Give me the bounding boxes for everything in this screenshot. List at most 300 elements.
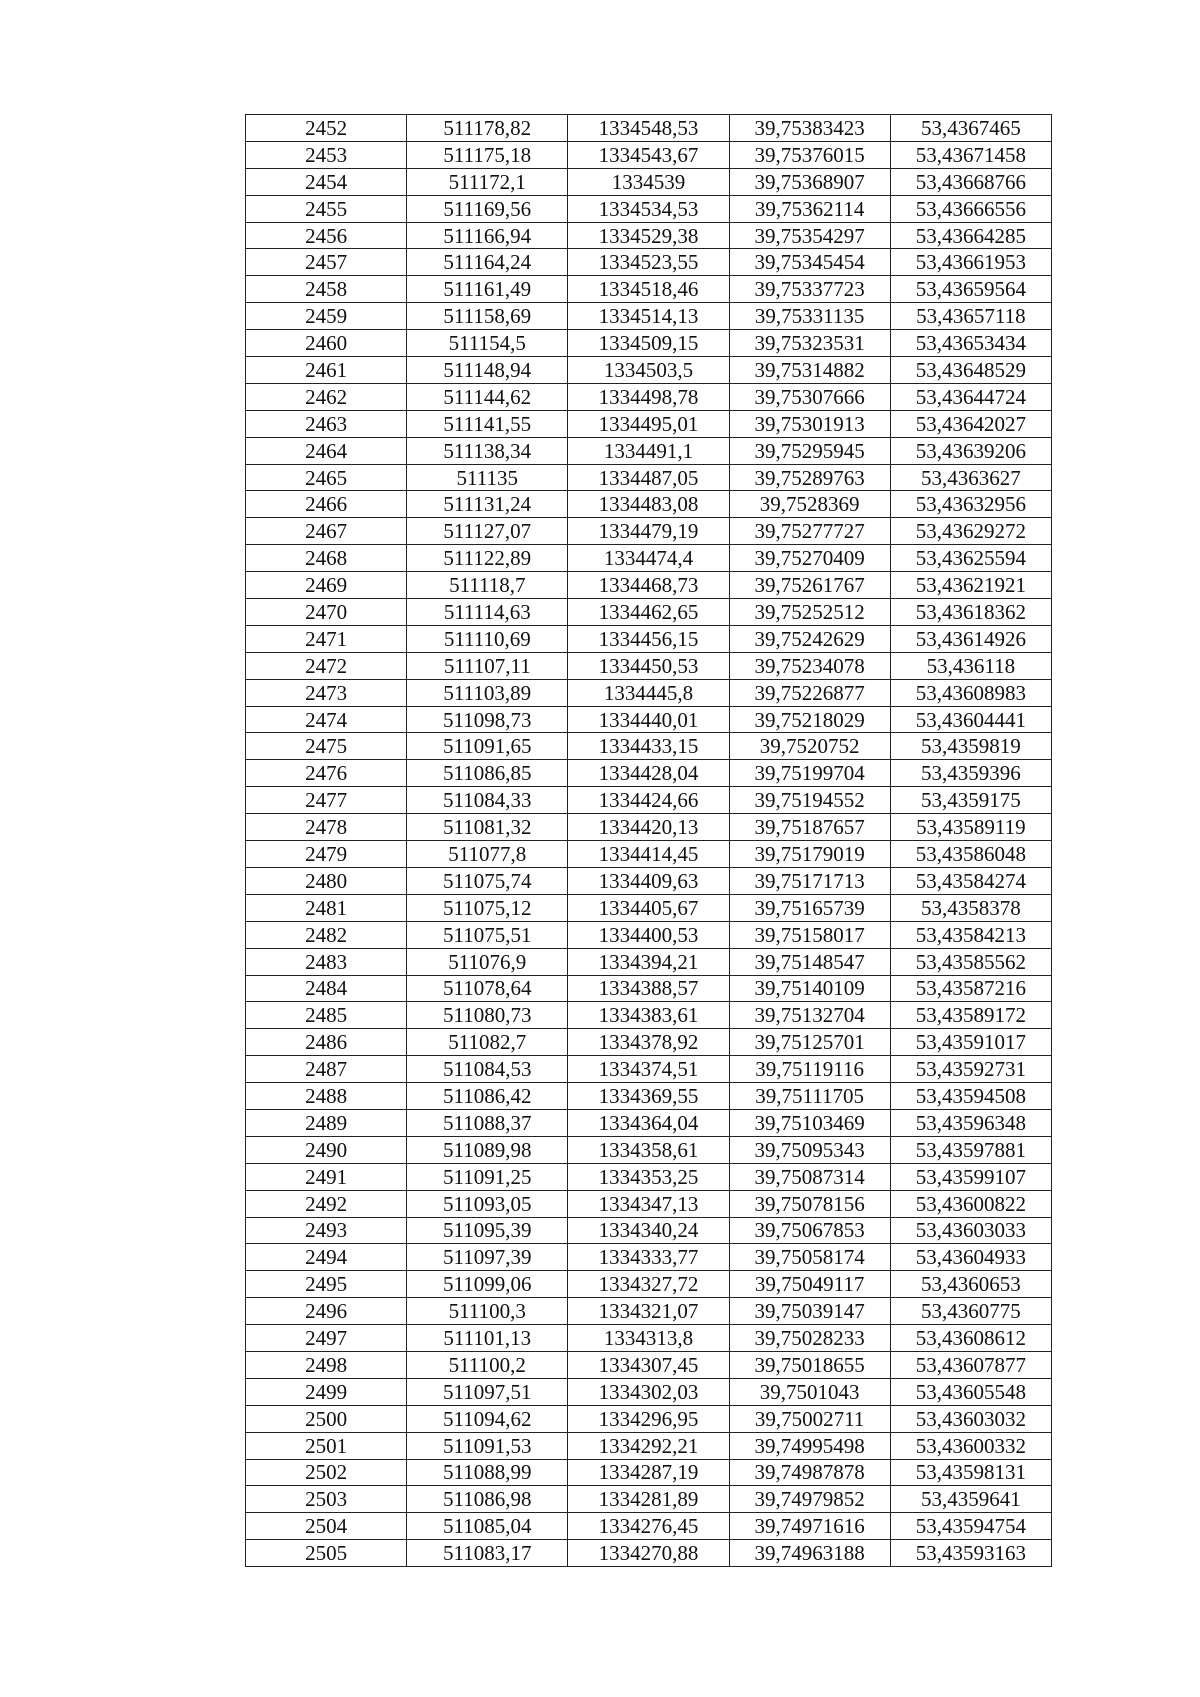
longitude-cell: 39,74971616 [729, 1513, 890, 1540]
latitude-cell: 53,43664285 [890, 222, 1051, 249]
table-row [246, 168, 1052, 195]
longitude-cell: 39,75226877 [729, 679, 890, 706]
latitude-cell: 53,4360653 [890, 1271, 1051, 1298]
table-row [246, 464, 1052, 491]
point-number-cell: 2456 [246, 222, 407, 249]
y-coordinate-cell: 1334374,51 [568, 1056, 729, 1083]
x-coordinate-cell: 511107,11 [407, 652, 568, 679]
longitude-cell: 39,75028233 [729, 1325, 890, 1352]
point-number-cell: 2453 [246, 141, 407, 168]
x-coordinate-cell: 511131,24 [407, 491, 568, 518]
point-number-cell: 2480 [246, 867, 407, 894]
latitude-cell: 53,43621921 [890, 572, 1051, 599]
x-coordinate-cell: 511091,53 [407, 1432, 568, 1459]
table-row [246, 276, 1052, 303]
longitude-cell: 39,74979852 [729, 1486, 890, 1513]
longitude-cell: 39,75165739 [729, 894, 890, 921]
table-row [246, 383, 1052, 410]
longitude-cell: 39,75337723 [729, 276, 890, 303]
y-coordinate-cell: 1334468,73 [568, 572, 729, 599]
y-coordinate-cell: 1334450,53 [568, 652, 729, 679]
longitude-cell: 39,75295945 [729, 437, 890, 464]
x-coordinate-cell: 511114,63 [407, 599, 568, 626]
y-coordinate-cell: 1334296,95 [568, 1405, 729, 1432]
table-row [246, 652, 1052, 679]
longitude-cell: 39,75067853 [729, 1217, 890, 1244]
point-number-cell: 2452 [246, 115, 407, 142]
longitude-cell: 39,75289763 [729, 464, 890, 491]
longitude-cell: 39,75354297 [729, 222, 890, 249]
latitude-cell: 53,43599107 [890, 1163, 1051, 1190]
y-coordinate-cell: 1334347,13 [568, 1190, 729, 1217]
longitude-cell: 39,75234078 [729, 652, 890, 679]
y-coordinate-cell: 1334509,15 [568, 330, 729, 357]
y-coordinate-cell: 1334364,04 [568, 1109, 729, 1136]
x-coordinate-cell: 511088,99 [407, 1459, 568, 1486]
table-row [246, 867, 1052, 894]
point-number-cell: 2483 [246, 948, 407, 975]
table-row [246, 330, 1052, 357]
latitude-cell: 53,43603032 [890, 1405, 1051, 1432]
x-coordinate-cell: 511172,1 [407, 168, 568, 195]
longitude-cell: 39,75148547 [729, 948, 890, 975]
point-number-cell: 2498 [246, 1351, 407, 1378]
x-coordinate-cell: 511178,82 [407, 115, 568, 142]
table-row [246, 975, 1052, 1002]
point-number-cell: 2490 [246, 1136, 407, 1163]
table-row [246, 679, 1052, 706]
latitude-cell: 53,43591017 [890, 1029, 1051, 1056]
table-row [246, 1432, 1052, 1459]
longitude-cell: 39,75125701 [729, 1029, 890, 1056]
longitude-cell: 39,75111705 [729, 1083, 890, 1110]
latitude-cell: 53,43607877 [890, 1351, 1051, 1378]
point-number-cell: 2484 [246, 975, 407, 1002]
longitude-cell: 39,75119116 [729, 1056, 890, 1083]
latitude-cell: 53,4358378 [890, 894, 1051, 921]
y-coordinate-cell: 1334307,45 [568, 1351, 729, 1378]
point-number-cell: 2467 [246, 518, 407, 545]
longitude-cell: 39,75179019 [729, 841, 890, 868]
x-coordinate-cell: 511097,51 [407, 1378, 568, 1405]
table-row [246, 357, 1052, 384]
y-coordinate-cell: 1334369,55 [568, 1083, 729, 1110]
table-row [246, 1136, 1052, 1163]
x-coordinate-cell: 511166,94 [407, 222, 568, 249]
table-row [246, 787, 1052, 814]
point-number-cell: 2475 [246, 733, 407, 760]
longitude-cell: 39,75078156 [729, 1190, 890, 1217]
latitude-cell: 53,43598131 [890, 1459, 1051, 1486]
latitude-cell: 53,43666556 [890, 195, 1051, 222]
longitude-cell: 39,75323531 [729, 330, 890, 357]
x-coordinate-cell: 511076,9 [407, 948, 568, 975]
y-coordinate-cell: 1334420,13 [568, 814, 729, 841]
longitude-cell: 39,7520752 [729, 733, 890, 760]
y-coordinate-cell: 1334539 [568, 168, 729, 195]
table-row [246, 948, 1052, 975]
y-coordinate-cell: 1334281,89 [568, 1486, 729, 1513]
table-row [246, 303, 1052, 330]
table-row [246, 1271, 1052, 1298]
table-row [246, 1298, 1052, 1325]
point-number-cell: 2470 [246, 599, 407, 626]
point-number-cell: 2455 [246, 195, 407, 222]
point-number-cell: 2473 [246, 679, 407, 706]
x-coordinate-cell: 511110,69 [407, 625, 568, 652]
longitude-cell: 39,75218029 [729, 706, 890, 733]
longitude-cell: 39,75018655 [729, 1351, 890, 1378]
latitude-cell: 53,43589172 [890, 1002, 1051, 1029]
table-row [246, 706, 1052, 733]
latitude-cell: 53,43604933 [890, 1244, 1051, 1271]
table-row [246, 1540, 1052, 1567]
x-coordinate-cell: 511169,56 [407, 195, 568, 222]
table-row [246, 1190, 1052, 1217]
x-coordinate-cell: 511086,85 [407, 760, 568, 787]
latitude-cell: 53,43642027 [890, 410, 1051, 437]
longitude-cell: 39,75261767 [729, 572, 890, 599]
x-coordinate-cell: 511095,39 [407, 1217, 568, 1244]
y-coordinate-cell: 1334518,46 [568, 276, 729, 303]
point-number-cell: 2495 [246, 1271, 407, 1298]
longitude-cell: 39,75171713 [729, 867, 890, 894]
point-number-cell: 2485 [246, 1002, 407, 1029]
point-number-cell: 2457 [246, 249, 407, 276]
point-number-cell: 2482 [246, 921, 407, 948]
y-coordinate-cell: 1334394,21 [568, 948, 729, 975]
point-number-cell: 2464 [246, 437, 407, 464]
longitude-cell: 39,75362114 [729, 195, 890, 222]
latitude-cell: 53,43632956 [890, 491, 1051, 518]
x-coordinate-cell: 511078,64 [407, 975, 568, 1002]
x-coordinate-cell: 511075,51 [407, 921, 568, 948]
latitude-cell: 53,43661953 [890, 249, 1051, 276]
longitude-cell: 39,75270409 [729, 545, 890, 572]
latitude-cell: 53,43605548 [890, 1378, 1051, 1405]
y-coordinate-cell: 1334479,19 [568, 518, 729, 545]
point-number-cell: 2476 [246, 760, 407, 787]
y-coordinate-cell: 1334358,61 [568, 1136, 729, 1163]
longitude-cell: 39,75087314 [729, 1163, 890, 1190]
x-coordinate-cell: 511101,13 [407, 1325, 568, 1352]
table-row [246, 1351, 1052, 1378]
x-coordinate-cell: 511154,5 [407, 330, 568, 357]
y-coordinate-cell: 1334383,61 [568, 1002, 729, 1029]
longitude-cell: 39,75314882 [729, 357, 890, 384]
latitude-cell: 53,43589119 [890, 814, 1051, 841]
x-coordinate-cell: 511084,53 [407, 1056, 568, 1083]
latitude-cell: 53,43600332 [890, 1432, 1051, 1459]
table-row [246, 1163, 1052, 1190]
latitude-cell: 53,43629272 [890, 518, 1051, 545]
table-row [246, 572, 1052, 599]
latitude-cell: 53,43648529 [890, 357, 1051, 384]
y-coordinate-cell: 1334424,66 [568, 787, 729, 814]
y-coordinate-cell: 1334523,55 [568, 249, 729, 276]
latitude-cell: 53,43597881 [890, 1136, 1051, 1163]
latitude-cell: 53,43596348 [890, 1109, 1051, 1136]
point-number-cell: 2465 [246, 464, 407, 491]
point-number-cell: 2504 [246, 1513, 407, 1540]
latitude-cell: 53,43584274 [890, 867, 1051, 894]
latitude-cell: 53,436118 [890, 652, 1051, 679]
point-number-cell: 2500 [246, 1405, 407, 1432]
x-coordinate-cell: 511144,62 [407, 383, 568, 410]
latitude-cell: 53,43593163 [890, 1540, 1051, 1567]
x-coordinate-cell: 511122,89 [407, 545, 568, 572]
table-row [246, 249, 1052, 276]
longitude-cell: 39,7501043 [729, 1378, 890, 1405]
x-coordinate-cell: 511141,55 [407, 410, 568, 437]
y-coordinate-cell: 1334321,07 [568, 1298, 729, 1325]
table-row [246, 195, 1052, 222]
coordinates-table [245, 114, 1052, 1567]
point-number-cell: 2505 [246, 1540, 407, 1567]
point-number-cell: 2497 [246, 1325, 407, 1352]
latitude-cell: 53,43594754 [890, 1513, 1051, 1540]
latitude-cell: 53,4359819 [890, 733, 1051, 760]
point-number-cell: 2454 [246, 168, 407, 195]
x-coordinate-cell: 511103,89 [407, 679, 568, 706]
latitude-cell: 53,43608612 [890, 1325, 1051, 1352]
table-row [246, 894, 1052, 921]
latitude-cell: 53,4359175 [890, 787, 1051, 814]
longitude-cell: 39,75331135 [729, 303, 890, 330]
table-row [246, 1405, 1052, 1432]
longitude-cell: 39,75199704 [729, 760, 890, 787]
y-coordinate-cell: 1334292,21 [568, 1432, 729, 1459]
x-coordinate-cell: 511082,7 [407, 1029, 568, 1056]
x-coordinate-cell: 511081,32 [407, 814, 568, 841]
y-coordinate-cell: 1334543,67 [568, 141, 729, 168]
point-number-cell: 2469 [246, 572, 407, 599]
y-coordinate-cell: 1334456,15 [568, 625, 729, 652]
x-coordinate-cell: 511084,33 [407, 787, 568, 814]
point-number-cell: 2489 [246, 1109, 407, 1136]
table-row [246, 1029, 1052, 1056]
y-coordinate-cell: 1334495,01 [568, 410, 729, 437]
latitude-cell: 53,43614926 [890, 625, 1051, 652]
latitude-cell: 53,43592731 [890, 1056, 1051, 1083]
latitude-cell: 53,43608983 [890, 679, 1051, 706]
point-number-cell: 2463 [246, 410, 407, 437]
y-coordinate-cell: 1334276,45 [568, 1513, 729, 1540]
point-number-cell: 2481 [246, 894, 407, 921]
latitude-cell: 53,43618362 [890, 599, 1051, 626]
latitude-cell: 53,4359641 [890, 1486, 1051, 1513]
longitude-cell: 39,75049117 [729, 1271, 890, 1298]
x-coordinate-cell: 511098,73 [407, 706, 568, 733]
y-coordinate-cell: 1334428,04 [568, 760, 729, 787]
y-coordinate-cell: 1334514,13 [568, 303, 729, 330]
table-row [246, 1109, 1052, 1136]
latitude-cell: 53,43604441 [890, 706, 1051, 733]
table-row [246, 1459, 1052, 1486]
table-row [246, 518, 1052, 545]
table-row [246, 921, 1052, 948]
latitude-cell: 53,43600822 [890, 1190, 1051, 1217]
point-number-cell: 2459 [246, 303, 407, 330]
table-row [246, 410, 1052, 437]
point-number-cell: 2472 [246, 652, 407, 679]
longitude-cell: 39,74987878 [729, 1459, 890, 1486]
x-coordinate-cell: 511138,34 [407, 437, 568, 464]
x-coordinate-cell: 511083,17 [407, 1540, 568, 1567]
table-row [246, 760, 1052, 787]
table-row [246, 141, 1052, 168]
x-coordinate-cell: 511148,94 [407, 357, 568, 384]
y-coordinate-cell: 1334440,01 [568, 706, 729, 733]
y-coordinate-cell: 1334498,78 [568, 383, 729, 410]
longitude-cell: 39,75187657 [729, 814, 890, 841]
table-row [246, 1513, 1052, 1540]
x-coordinate-cell: 511097,39 [407, 1244, 568, 1271]
point-number-cell: 2462 [246, 383, 407, 410]
longitude-cell: 39,7528369 [729, 491, 890, 518]
longitude-cell: 39,75002711 [729, 1405, 890, 1432]
y-coordinate-cell: 1334287,19 [568, 1459, 729, 1486]
table-row [246, 841, 1052, 868]
y-coordinate-cell: 1334353,25 [568, 1163, 729, 1190]
point-number-cell: 2458 [246, 276, 407, 303]
point-number-cell: 2491 [246, 1163, 407, 1190]
coordinates-table-body [246, 115, 1052, 1567]
longitude-cell: 39,74963188 [729, 1540, 890, 1567]
y-coordinate-cell: 1334340,24 [568, 1217, 729, 1244]
table-row [246, 733, 1052, 760]
point-number-cell: 2487 [246, 1056, 407, 1083]
y-coordinate-cell: 1334534,53 [568, 195, 729, 222]
x-coordinate-cell: 511089,98 [407, 1136, 568, 1163]
x-coordinate-cell: 511086,98 [407, 1486, 568, 1513]
x-coordinate-cell: 511075,12 [407, 894, 568, 921]
x-coordinate-cell: 511100,2 [407, 1351, 568, 1378]
point-number-cell: 2499 [246, 1378, 407, 1405]
latitude-cell: 53,43584213 [890, 921, 1051, 948]
latitude-cell: 53,43659564 [890, 276, 1051, 303]
longitude-cell: 39,75383423 [729, 115, 890, 142]
point-number-cell: 2471 [246, 625, 407, 652]
x-coordinate-cell: 511099,06 [407, 1271, 568, 1298]
latitude-cell: 53,4367465 [890, 115, 1051, 142]
y-coordinate-cell: 1334445,8 [568, 679, 729, 706]
point-number-cell: 2501 [246, 1432, 407, 1459]
y-coordinate-cell: 1334491,1 [568, 437, 729, 464]
y-coordinate-cell: 1334388,57 [568, 975, 729, 1002]
latitude-cell: 53,43585562 [890, 948, 1051, 975]
table-row [246, 1217, 1052, 1244]
table-row [246, 437, 1052, 464]
point-number-cell: 2461 [246, 357, 407, 384]
longitude-cell: 39,75103469 [729, 1109, 890, 1136]
x-coordinate-cell: 511080,73 [407, 1002, 568, 1029]
x-coordinate-cell: 511091,25 [407, 1163, 568, 1190]
y-coordinate-cell: 1334378,92 [568, 1029, 729, 1056]
latitude-cell: 53,43657118 [890, 303, 1051, 330]
x-coordinate-cell: 511164,24 [407, 249, 568, 276]
y-coordinate-cell: 1334483,08 [568, 491, 729, 518]
longitude-cell: 39,75194552 [729, 787, 890, 814]
table-row [246, 491, 1052, 518]
point-number-cell: 2474 [246, 706, 407, 733]
y-coordinate-cell: 1334400,53 [568, 921, 729, 948]
table-row [246, 1083, 1052, 1110]
latitude-cell: 53,4360775 [890, 1298, 1051, 1325]
point-number-cell: 2496 [246, 1298, 407, 1325]
point-number-cell: 2466 [246, 491, 407, 518]
point-number-cell: 2479 [246, 841, 407, 868]
x-coordinate-cell: 511175,18 [407, 141, 568, 168]
latitude-cell: 53,43639206 [890, 437, 1051, 464]
point-number-cell: 2494 [246, 1244, 407, 1271]
y-coordinate-cell: 1334302,03 [568, 1378, 729, 1405]
y-coordinate-cell: 1334433,15 [568, 733, 729, 760]
table-row [246, 1002, 1052, 1029]
table-row [246, 115, 1052, 142]
longitude-cell: 39,75058174 [729, 1244, 890, 1271]
y-coordinate-cell: 1334327,72 [568, 1271, 729, 1298]
x-coordinate-cell: 511094,62 [407, 1405, 568, 1432]
longitude-cell: 39,75252512 [729, 599, 890, 626]
y-coordinate-cell: 1334462,65 [568, 599, 729, 626]
point-number-cell: 2492 [246, 1190, 407, 1217]
latitude-cell: 53,43594508 [890, 1083, 1051, 1110]
table-row [246, 545, 1052, 572]
latitude-cell: 53,43644724 [890, 383, 1051, 410]
point-number-cell: 2502 [246, 1459, 407, 1486]
x-coordinate-cell: 511088,37 [407, 1109, 568, 1136]
point-number-cell: 2503 [246, 1486, 407, 1513]
latitude-cell: 53,4363627 [890, 464, 1051, 491]
x-coordinate-cell: 511085,04 [407, 1513, 568, 1540]
latitude-cell: 53,43586048 [890, 841, 1051, 868]
y-coordinate-cell: 1334405,67 [568, 894, 729, 921]
longitude-cell: 39,75158017 [729, 921, 890, 948]
point-number-cell: 2478 [246, 814, 407, 841]
latitude-cell: 53,4359396 [890, 760, 1051, 787]
x-coordinate-cell: 511086,42 [407, 1083, 568, 1110]
point-number-cell: 2460 [246, 330, 407, 357]
longitude-cell: 39,75368907 [729, 168, 890, 195]
longitude-cell: 39,74995498 [729, 1432, 890, 1459]
latitude-cell: 53,43653434 [890, 330, 1051, 357]
x-coordinate-cell: 511158,69 [407, 303, 568, 330]
point-number-cell: 2468 [246, 545, 407, 572]
table-row [246, 625, 1052, 652]
y-coordinate-cell: 1334313,8 [568, 1325, 729, 1352]
point-number-cell: 2493 [246, 1217, 407, 1244]
y-coordinate-cell: 1334333,77 [568, 1244, 729, 1271]
point-number-cell: 2488 [246, 1083, 407, 1110]
table-row [246, 1486, 1052, 1513]
latitude-cell: 53,43603033 [890, 1217, 1051, 1244]
y-coordinate-cell: 1334409,63 [568, 867, 729, 894]
x-coordinate-cell: 511135 [407, 464, 568, 491]
longitude-cell: 39,75277727 [729, 518, 890, 545]
table-row [246, 1378, 1052, 1405]
y-coordinate-cell: 1334270,88 [568, 1540, 729, 1567]
x-coordinate-cell: 511127,07 [407, 518, 568, 545]
longitude-cell: 39,75095343 [729, 1136, 890, 1163]
x-coordinate-cell: 511091,65 [407, 733, 568, 760]
point-number-cell: 2477 [246, 787, 407, 814]
longitude-cell: 39,75345454 [729, 249, 890, 276]
longitude-cell: 39,75301913 [729, 410, 890, 437]
x-coordinate-cell: 511075,74 [407, 867, 568, 894]
latitude-cell: 53,43587216 [890, 975, 1051, 1002]
y-coordinate-cell: 1334414,45 [568, 841, 729, 868]
